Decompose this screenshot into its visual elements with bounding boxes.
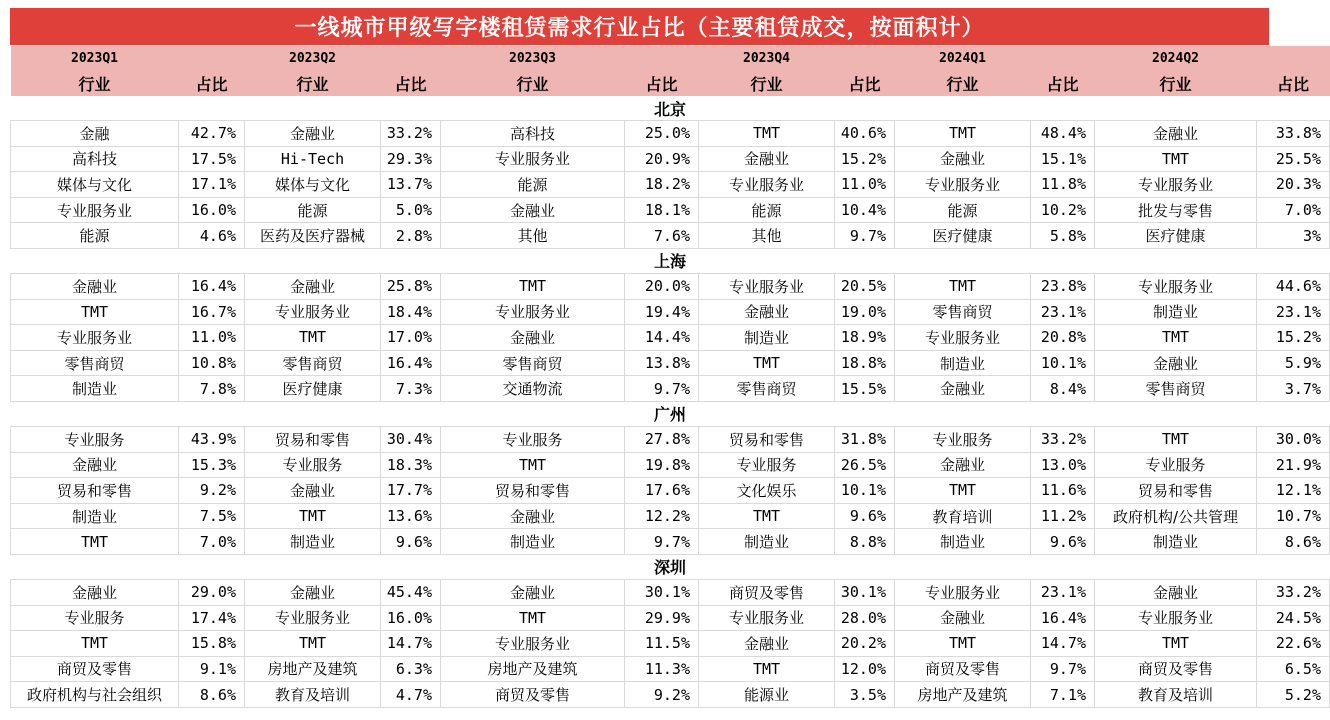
industry-cell: 制造业 <box>441 529 625 555</box>
share-cell: 20.9% <box>625 146 699 172</box>
industry-cell: 金融业 <box>245 273 381 299</box>
industry-cell: 专业服务 <box>895 426 1031 452</box>
industry-cell: TMT <box>441 605 625 631</box>
industry-cell: 专业服务业 <box>1095 273 1257 299</box>
share-cell: 16.4% <box>179 273 245 299</box>
industry-cell: 制造业 <box>699 529 835 555</box>
page-title: 一线城市甲级写字楼租赁需求行业占比（主要租赁成交，按面积计） <box>10 8 1269 45</box>
share-cell: 21.9% <box>1257 452 1330 478</box>
industry-cell: 专业服务业 <box>699 605 835 631</box>
industry-cell: 金融业 <box>699 299 835 325</box>
share-cell: 5.0% <box>381 197 441 223</box>
share-cell: 3.5% <box>835 682 895 708</box>
share-cell: 20.3% <box>1257 172 1330 198</box>
share-cell: 9.6% <box>835 503 895 529</box>
quarter-header: 2023Q4 <box>699 46 835 70</box>
table-row <box>11 223 1330 249</box>
share-cell: 10.7% <box>1257 503 1330 529</box>
share-cell: 10.1% <box>835 478 895 504</box>
table-row <box>11 452 1330 478</box>
industry-cell: 制造业 <box>699 325 835 351</box>
share-cell: 4.6% <box>179 223 245 249</box>
share-cell: 18.2% <box>625 172 699 198</box>
share-cell: 25.8% <box>381 273 441 299</box>
industry-cell: 金融业 <box>441 579 625 605</box>
share-header: 占比 <box>179 70 245 96</box>
share-cell: 40.6% <box>835 121 895 147</box>
share-cell: 9.2% <box>625 682 699 708</box>
industry-cell: 专业服务业 <box>245 299 381 325</box>
industry-cell: 金融业 <box>1095 579 1257 605</box>
industry-cell: 能源 <box>245 197 381 223</box>
share-cell: 27.8% <box>625 426 699 452</box>
share-header: 占比 <box>381 70 441 96</box>
industry-cell: Hi-Tech <box>245 146 381 172</box>
industry-cell: 金融业 <box>699 631 835 657</box>
share-cell: 23.1% <box>1031 299 1095 325</box>
share-cell: 7.5% <box>179 503 245 529</box>
share-cell: 11.8% <box>1031 172 1095 198</box>
city-name: 广州 <box>11 401 1330 426</box>
share-cell: 10.1% <box>1031 350 1095 376</box>
table-row <box>11 121 1330 147</box>
industry-cell: 专业服务 <box>11 605 179 631</box>
share-cell: 48.4% <box>1031 121 1095 147</box>
share-cell: 12.0% <box>835 656 895 682</box>
share-cell: 42.7% <box>179 121 245 147</box>
industry-cell: TMT <box>11 631 179 657</box>
industry-cell: 商贸及零售 <box>699 579 835 605</box>
share-cell: 17.6% <box>625 478 699 504</box>
industry-cell: 金融业 <box>895 452 1031 478</box>
share-cell: 11.6% <box>1031 478 1095 504</box>
share-cell: 8.6% <box>179 682 245 708</box>
share-cell: 5.2% <box>1257 682 1330 708</box>
share-cell: 15.5% <box>835 376 895 402</box>
industry-cell: 贸易和零售 <box>441 478 625 504</box>
share-cell: 4.7% <box>381 682 441 708</box>
share-cell: 33.2% <box>1031 426 1095 452</box>
share-cell: 5.9% <box>1257 350 1330 376</box>
industry-cell: 能源 <box>441 172 625 198</box>
share-cell: 2.8% <box>381 223 441 249</box>
share-cell: 15.2% <box>835 146 895 172</box>
share-cell: 9.6% <box>1031 529 1095 555</box>
industry-cell: TMT <box>11 299 179 325</box>
city-row <box>11 248 1330 273</box>
industry-cell: 零售商贸 <box>699 376 835 402</box>
share-cell: 6.3% <box>381 656 441 682</box>
industry-cell: TMT <box>1095 325 1257 351</box>
industry-cell: TMT <box>1095 426 1257 452</box>
industry-cell: 高科技 <box>11 146 179 172</box>
industry-cell: 交通物流 <box>441 376 625 402</box>
industry-cell: 房地产及建筑 <box>441 656 625 682</box>
share-cell: 17.4% <box>179 605 245 631</box>
share-cell: 9.6% <box>381 529 441 555</box>
industry-cell: 金融业 <box>895 605 1031 631</box>
share-cell: 10.8% <box>179 350 245 376</box>
share-cell: 18.8% <box>835 350 895 376</box>
share-cell: 9.1% <box>179 656 245 682</box>
industry-cell: 金融业 <box>245 121 381 147</box>
industry-cell: 专业服务 <box>441 426 625 452</box>
city-name: 深圳 <box>11 554 1330 579</box>
city-row <box>11 96 1330 121</box>
share-cell: 11.0% <box>835 172 895 198</box>
share-cell: 16.0% <box>179 197 245 223</box>
industry-cell: 商贸及零售 <box>11 656 179 682</box>
share-cell: 29.0% <box>179 579 245 605</box>
share-cell: 19.0% <box>835 299 895 325</box>
share-header: 占比 <box>1257 70 1330 96</box>
industry-cell: 专业服务业 <box>441 299 625 325</box>
share-cell: 20.0% <box>625 273 699 299</box>
share-cell: 13.0% <box>1031 452 1095 478</box>
industry-header: 行业 <box>895 70 1031 96</box>
share-cell: 29.3% <box>381 146 441 172</box>
industry-header: 行业 <box>441 70 625 96</box>
industry-cell: TMT <box>895 273 1031 299</box>
share-cell: 18.9% <box>835 325 895 351</box>
industry-cell: 贸易和零售 <box>11 478 179 504</box>
industry-header: 行业 <box>699 70 835 96</box>
industry-cell: 制造业 <box>895 350 1031 376</box>
industry-cell: 贸易和零售 <box>699 426 835 452</box>
share-cell: 10.2% <box>1031 197 1095 223</box>
industry-cell: 专业服务业 <box>895 172 1031 198</box>
share-cell: 20.5% <box>835 273 895 299</box>
industry-cell: 金融业 <box>441 325 625 351</box>
industry-cell: 制造业 <box>245 529 381 555</box>
industry-cell: 政府机构与社会组织 <box>11 682 179 708</box>
industry-cell: 医药及医疗器械 <box>245 223 381 249</box>
industry-cell: 贸易和零售 <box>1095 478 1257 504</box>
share-cell: 28.0% <box>835 605 895 631</box>
share-header: 占比 <box>835 70 895 96</box>
industry-cell: 零售商贸 <box>441 350 625 376</box>
share-cell: 13.7% <box>381 172 441 198</box>
industry-cell: 文化娱乐 <box>699 478 835 504</box>
industry-cell: 批发与零售 <box>1095 197 1257 223</box>
industry-cell: TMT <box>245 503 381 529</box>
industry-cell: TMT <box>895 631 1031 657</box>
industry-cell: TMT <box>245 325 381 351</box>
share-cell: 8.4% <box>1031 376 1095 402</box>
city-name: 上海 <box>11 248 1330 273</box>
industry-cell: 专业服务业 <box>895 579 1031 605</box>
industry-cell: 零售商贸 <box>11 350 179 376</box>
share-cell: 14.4% <box>625 325 699 351</box>
share-cell: 19.4% <box>625 299 699 325</box>
industry-cell: 其他 <box>441 223 625 249</box>
share-cell: 23.1% <box>1257 299 1330 325</box>
share-cell: 10.4% <box>835 197 895 223</box>
share-cell: 9.7% <box>625 376 699 402</box>
share-cell: 26.5% <box>835 452 895 478</box>
industry-cell: 专业服务业 <box>11 197 179 223</box>
table-row <box>11 656 1330 682</box>
quarter-header: 2024Q1 <box>895 46 1031 70</box>
industry-cell: 制造业 <box>1095 529 1257 555</box>
table-row <box>11 631 1330 657</box>
industry-cell: TMT <box>441 273 625 299</box>
industry-cell: 医疗健康 <box>245 376 381 402</box>
share-cell: 23.1% <box>1031 579 1095 605</box>
industry-cell: 专业服务业 <box>895 325 1031 351</box>
share-header: 占比 <box>1031 70 1095 96</box>
share-cell: 18.3% <box>381 452 441 478</box>
industry-cell: 制造业 <box>11 503 179 529</box>
industry-cell: 商贸及零售 <box>895 656 1031 682</box>
industry-cell: 贸易和零售 <box>245 426 381 452</box>
share-cell: 18.4% <box>381 299 441 325</box>
share-cell: 6.5% <box>1257 656 1330 682</box>
table-row <box>11 299 1330 325</box>
share-cell: 18.1% <box>625 197 699 223</box>
industry-cell: 专业服务业 <box>1095 605 1257 631</box>
share-cell: 33.8% <box>1257 121 1330 147</box>
industry-cell: 专业服务 <box>1095 452 1257 478</box>
industry-cell: 高科技 <box>441 121 625 147</box>
industry-header: 行业 <box>11 70 179 96</box>
industry-cell: 金融业 <box>441 197 625 223</box>
industry-cell: 金融业 <box>895 146 1031 172</box>
industry-cell: 制造业 <box>895 529 1031 555</box>
table-row <box>11 350 1330 376</box>
quarter-header: 2024Q2 <box>1095 46 1257 70</box>
industry-cell: 专业服务业 <box>11 325 179 351</box>
share-cell: 15.2% <box>1257 325 1330 351</box>
industry-cell: 专业服务业 <box>441 146 625 172</box>
share-cell: 12.1% <box>1257 478 1330 504</box>
share-cell: 17.1% <box>179 172 245 198</box>
industry-cell: 制造业 <box>11 376 179 402</box>
industry-cell: 能源 <box>11 223 179 249</box>
share-cell: 11.3% <box>625 656 699 682</box>
industry-cell: 专业服务业 <box>699 273 835 299</box>
industry-cell: TMT <box>699 656 835 682</box>
share-cell: 11.2% <box>1031 503 1095 529</box>
share-cell: 16.4% <box>381 350 441 376</box>
share-cell: 5.8% <box>1031 223 1095 249</box>
share-cell: 7.1% <box>1031 682 1095 708</box>
share-cell: 43.9% <box>179 426 245 452</box>
industry-cell: TMT <box>699 121 835 147</box>
table-row <box>11 197 1330 223</box>
industry-cell: 能源 <box>699 197 835 223</box>
industry-cell: 其他 <box>699 223 835 249</box>
industry-cell: 金融业 <box>895 376 1031 402</box>
share-cell: 20.8% <box>1031 325 1095 351</box>
table-row <box>11 172 1330 198</box>
industry-cell: 金融业 <box>441 503 625 529</box>
share-cell: 11.5% <box>625 631 699 657</box>
share-cell: 9.7% <box>835 223 895 249</box>
industry-cell: 专业服务 <box>245 452 381 478</box>
industry-cell: 专业服务业 <box>699 172 835 198</box>
share-cell: 33.2% <box>381 121 441 147</box>
share-cell: 19.8% <box>625 452 699 478</box>
share-cell: 22.6% <box>1257 631 1330 657</box>
industry-cell: 政府机构/公共管理 <box>1095 503 1257 529</box>
share-cell: 7.3% <box>381 376 441 402</box>
industry-cell: 能源 <box>895 197 1031 223</box>
industry-cell: 金融业 <box>1095 121 1257 147</box>
share-cell: 31.8% <box>835 426 895 452</box>
table-row <box>11 682 1330 708</box>
industry-cell: 金融业 <box>245 579 381 605</box>
industry-header: 行业 <box>1095 70 1257 96</box>
share-cell: 7.6% <box>625 223 699 249</box>
industry-cell: 零售商贸 <box>1095 376 1257 402</box>
share-cell: 15.3% <box>179 452 245 478</box>
share-cell: 12.2% <box>625 503 699 529</box>
share-cell: 24.5% <box>1257 605 1330 631</box>
industry-cell: 房地产及建筑 <box>895 682 1031 708</box>
share-cell: 7.8% <box>179 376 245 402</box>
city-name: 北京 <box>11 96 1330 121</box>
share-cell: 15.8% <box>179 631 245 657</box>
industry-cell: 金融业 <box>11 452 179 478</box>
industry-cell: 媒体与文化 <box>245 172 381 198</box>
table-row <box>11 478 1330 504</box>
city-row <box>11 554 1330 579</box>
industry-cell: TMT <box>1095 146 1257 172</box>
share-cell: 14.7% <box>381 631 441 657</box>
industry-cell: 教育及培训 <box>1095 682 1257 708</box>
industry-cell: 媒体与文化 <box>11 172 179 198</box>
share-cell: 16.0% <box>381 605 441 631</box>
industry-cell: 零售商贸 <box>895 299 1031 325</box>
industry-cell: 专业服务业 <box>441 631 625 657</box>
share-header: 占比 <box>625 70 699 96</box>
share-cell: 7.0% <box>1257 197 1330 223</box>
share-cell: 23.8% <box>1031 273 1095 299</box>
industry-cell: TMT <box>245 631 381 657</box>
share-cell: 20.2% <box>835 631 895 657</box>
share-cell: 16.4% <box>1031 605 1095 631</box>
industry-cell: TMT <box>895 121 1031 147</box>
industry-cell: 医疗健康 <box>895 223 1031 249</box>
share-cell: 29.9% <box>625 605 699 631</box>
industry-cell: TMT <box>895 478 1031 504</box>
industry-cell: TMT <box>441 452 625 478</box>
table-row <box>11 605 1330 631</box>
industry-cell: TMT <box>699 503 835 529</box>
share-cell: 44.6% <box>1257 273 1330 299</box>
table-row <box>11 503 1330 529</box>
industry-cell: 房地产及建筑 <box>245 656 381 682</box>
industry-header: 行业 <box>245 70 381 96</box>
share-cell: 13.6% <box>381 503 441 529</box>
industry-cell: 专业服务业 <box>1095 172 1257 198</box>
industry-cell: 金融业 <box>1095 350 1257 376</box>
city-row <box>11 401 1330 426</box>
quarter-header: 2023Q1 <box>11 46 179 70</box>
quarter-header: 2023Q3 <box>441 46 625 70</box>
share-cell: 9.2% <box>179 478 245 504</box>
industry-cell: 制造业 <box>1095 299 1257 325</box>
industry-cell: 金融业 <box>245 478 381 504</box>
quarter-header: 2023Q2 <box>245 46 381 70</box>
industry-cell: 专业服务 <box>699 452 835 478</box>
share-cell: 3.7% <box>1257 376 1330 402</box>
industry-cell: 专业服务 <box>11 426 179 452</box>
share-cell: 14.7% <box>1031 631 1095 657</box>
share-cell: 3% <box>1257 223 1330 249</box>
share-cell: 33.2% <box>1257 579 1330 605</box>
table-row <box>11 529 1330 555</box>
share-cell: 17.7% <box>381 478 441 504</box>
share-cell: 9.7% <box>625 529 699 555</box>
share-cell: 30.4% <box>381 426 441 452</box>
industry-cell: TMT <box>699 350 835 376</box>
industry-cell: TMT <box>1095 631 1257 657</box>
share-cell: 15.1% <box>1031 146 1095 172</box>
share-cell: 17.5% <box>179 146 245 172</box>
share-cell: 16.7% <box>179 299 245 325</box>
industry-cell: 商贸及零售 <box>441 682 625 708</box>
table-row <box>11 579 1330 605</box>
table-row <box>11 426 1330 452</box>
share-cell: 17.0% <box>381 325 441 351</box>
share-cell: 25.0% <box>625 121 699 147</box>
industry-cell: 零售商贸 <box>245 350 381 376</box>
quarter-header-row <box>11 46 1330 70</box>
share-cell: 13.8% <box>625 350 699 376</box>
share-cell: 25.5% <box>1257 146 1330 172</box>
share-cell: 30.0% <box>1257 426 1330 452</box>
industry-cell: 金融业 <box>11 273 179 299</box>
column-header-row <box>11 70 1330 96</box>
table-row <box>11 376 1330 402</box>
industry-cell: 商贸及零售 <box>1095 656 1257 682</box>
share-cell: 9.7% <box>1031 656 1095 682</box>
industry-cell: TMT <box>11 529 179 555</box>
industry-cell: 金融业 <box>11 579 179 605</box>
table-row <box>11 146 1330 172</box>
industry-cell: 金融业 <box>699 146 835 172</box>
table-row <box>11 273 1330 299</box>
industry-cell: 教育及培训 <box>245 682 381 708</box>
industry-cell: 医疗健康 <box>1095 223 1257 249</box>
share-cell: 7.0% <box>179 529 245 555</box>
demand-share-table <box>10 46 1330 708</box>
share-cell: 30.1% <box>835 579 895 605</box>
industry-cell: 金融 <box>11 121 179 147</box>
share-cell: 45.4% <box>381 579 441 605</box>
share-cell: 8.8% <box>835 529 895 555</box>
share-cell: 11.0% <box>179 325 245 351</box>
industry-cell: 能源业 <box>699 682 835 708</box>
share-cell: 30.1% <box>625 579 699 605</box>
industry-cell: 专业服务业 <box>245 605 381 631</box>
share-cell: 8.6% <box>1257 529 1330 555</box>
table-row <box>11 325 1330 351</box>
industry-cell: 教育培训 <box>895 503 1031 529</box>
